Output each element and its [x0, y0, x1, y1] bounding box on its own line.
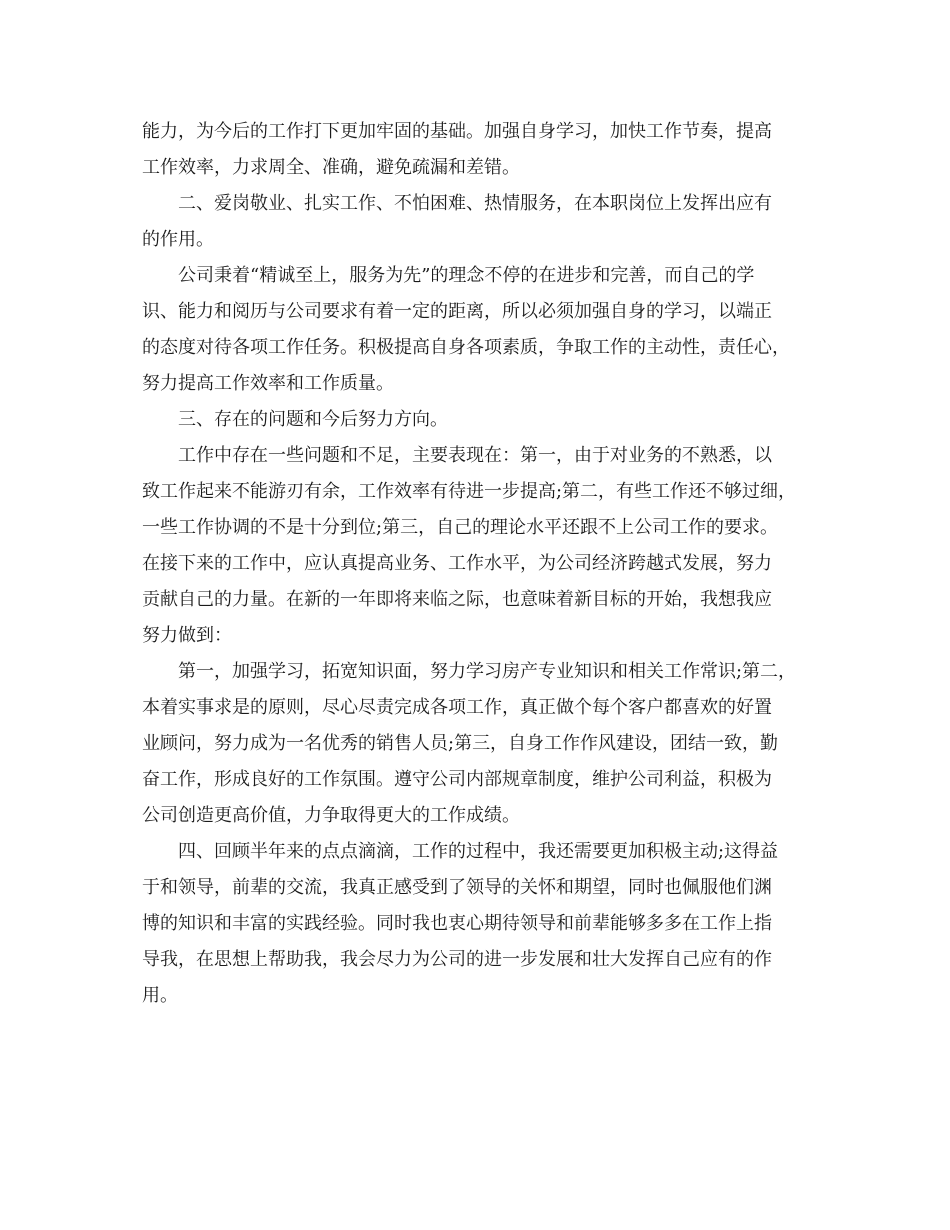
text-line: 能力，为今后的工作打下更加牢固的基础。加强自身学习，加快工作节奏，提高	[142, 121, 772, 142]
text-line: 一些工作协调的不是十分到位;第三，自己的理论水平还跟不上公司工作的要求。	[142, 517, 779, 538]
text-line: 第一，加强学习，拓宽知识面，努力学习房产专业知识和相关工作常识;第二，	[178, 661, 797, 682]
text-line: 用。	[142, 985, 178, 1006]
text-line: 的态度对待各项工作任务。积极提高自身各项素质，争取工作的主动性，责任心，	[142, 337, 790, 358]
text-line: 努力提高工作效率和工作质量。	[142, 373, 394, 394]
text-line: 四、回顾半年来的点点滴滴，工作的过程中，我还需要更加积极主动;这得益	[178, 841, 779, 862]
text-line: 业顾问，努力成为一名优秀的销售人员;第三，自身工作作风建设，团结一致，勤	[142, 733, 779, 754]
text-line: 的作用。	[142, 229, 214, 250]
text-line: 博的知识和丰富的实践经验。同时我也衷心期待领导和前辈能够多多在工作上指	[142, 913, 772, 934]
text-line: 致工作起来不能游刃有余，工作效率有待进一步提高;第二，有些工作还不够过细，	[142, 481, 797, 502]
text-line: 导我，在思想上帮助我，我会尽力为公司的进一步发展和壮大发挥自己应有的作	[142, 949, 772, 970]
text-line: 努力做到：	[142, 625, 232, 646]
text-line: 奋工作，形成良好的工作氛围。遵守公司内部规章制度，维护公司利益，积极为	[142, 769, 772, 790]
text-line: 本着实事求是的原则，尽心尽责完成各项工作，真正做个每个客户都喜欢的好置	[142, 697, 772, 718]
text-line: 公司创造更高价值，力争取得更大的工作成绩。	[142, 805, 520, 826]
text-line: 工作效率，力求周全、准确，避免疏漏和差错。	[142, 157, 520, 178]
text-line: 三、存在的问题和今后努力方向。	[178, 409, 448, 430]
text-line: 识、能力和阅历与公司要求有着一定的距离，所以必须加强自身的学习，以端正	[142, 301, 772, 322]
text-line: 公司秉着“精诚至上，服务为先”的理念不停的在进步和完善，而自己的学	[178, 265, 755, 286]
document-body	[142, 114, 822, 1014]
text-line: 二、爱岗敬业、扎实工作、不怕困难、热情服务，在本职岗位上发挥出应有	[178, 193, 772, 214]
text-line: 在接下来的工作中，应认真提高业务、工作水平，为公司经济跨越式发展，努力	[142, 553, 772, 574]
text-line: 工作中存在一些问题和不足，主要表现在：第一，由于对业务的不熟悉，以	[178, 445, 772, 466]
text-line: 于和领导，前辈的交流，我真正感受到了领导的关怀和期望，同时也佩服他们渊	[142, 877, 772, 898]
text-line: 贡献自己的力量。在新的一年即将来临之际，也意味着新目标的开始，我想我应	[142, 589, 772, 610]
